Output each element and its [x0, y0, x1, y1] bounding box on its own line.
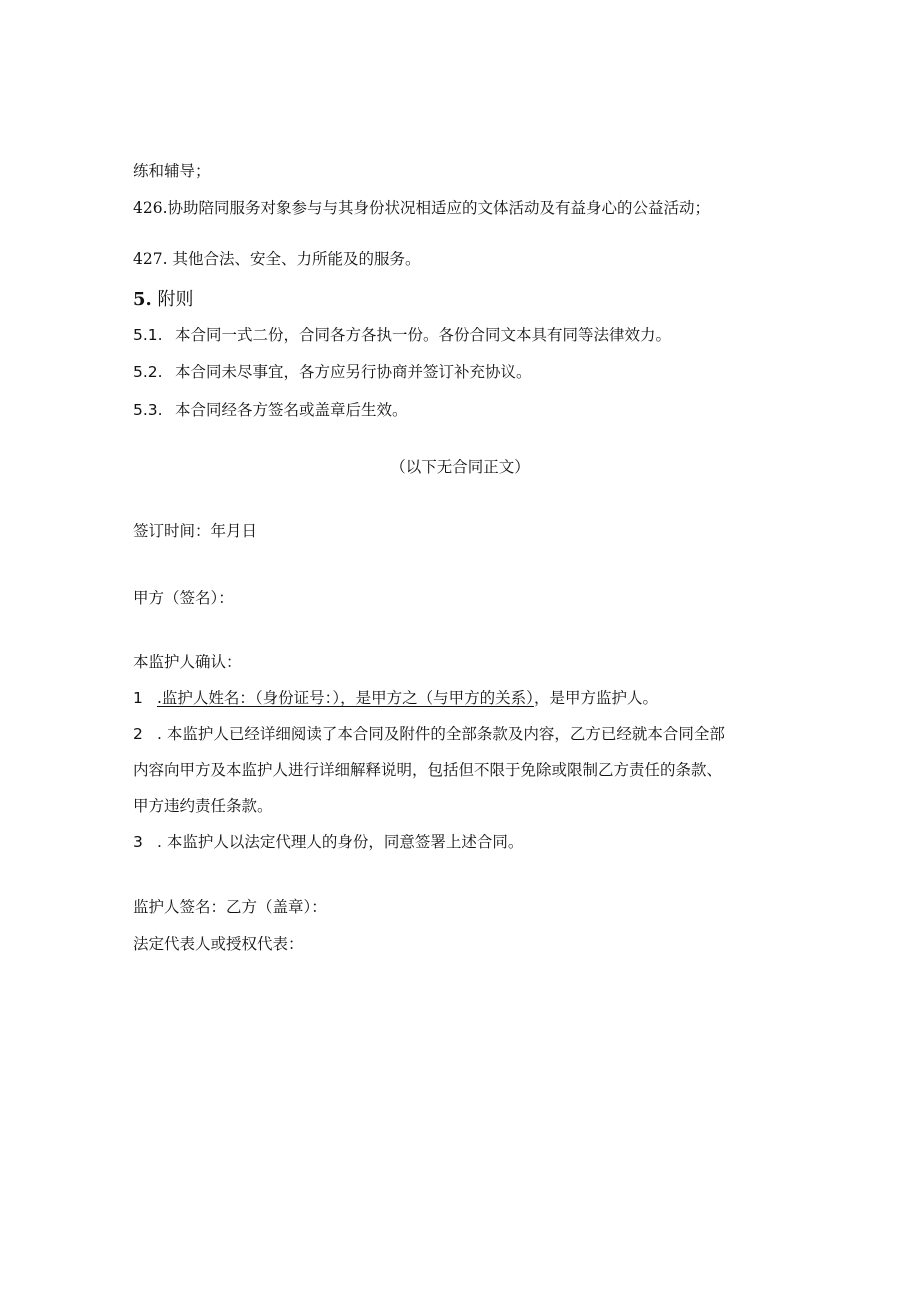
guardian-item-number: 1: [133, 689, 143, 707]
service-item-427: 427. 其他合法、安全、力所能及的服务。: [133, 250, 421, 268]
guardian-item-3-text: . 本监护人以法定代理人的身份，同意签署上述合同。: [157, 833, 524, 851]
guardian-item-1-rest: ，是甲方监护人。: [533, 689, 658, 707]
party-b-representative-label: 法定代表人或授权代表：: [133, 935, 304, 953]
guardian-item-2-line-3: 甲方违约责任条款。: [133, 797, 273, 815]
clause-number: 5.3.: [133, 401, 163, 419]
clause-text: 本合同未尽事宜，各方应另行协商并签订补充协议。: [175, 363, 532, 381]
clause-5-2: [133, 362, 532, 382]
guardian-item-2: [133, 724, 725, 744]
appendix-heading-text: 附则: [151, 289, 194, 310]
guardian-confirmation-title: 本监护人确认：: [133, 653, 242, 671]
signing-date-label: 签订时间：年月日: [133, 522, 258, 540]
party-a-signature-label: 甲方（签名）：: [133, 589, 234, 607]
clause-5-1: [133, 325, 671, 345]
end-of-contract-note: （以下无合同正文）: [390, 458, 530, 476]
clause-text: 本合同一式二份，合同各方各执一份。各份合同文本具有同等法律效力。: [175, 326, 672, 344]
guardian-item-1: [133, 688, 658, 708]
service-item-continuation: 练和辅导；: [133, 162, 211, 180]
guardian-item-number: 2: [133, 725, 143, 743]
guardian-item-2-line-1: . 本监护人已经详细阅读了本合同及附件的全部条款及内容，乙方已经就本合同全部: [157, 725, 725, 743]
guardian-item-2-line-2: 内容向甲方及本监护人进行详细解释说明，包括但不限于免除或限制乙方责任的条款、: [133, 761, 723, 779]
guardian-item-number: 3: [133, 833, 143, 851]
appendix-heading: [133, 290, 194, 310]
guardian-item-3: [133, 832, 523, 852]
clause-5-3: [133, 400, 408, 420]
guardian-name-id-relation: .监护人姓名：（身份证号：），是甲方之（与甲方的关系）: [157, 689, 534, 707]
clause-text: 本合同经各方签名或盖章后生效。: [175, 401, 408, 419]
appendix-heading-number: 5.: [133, 289, 152, 310]
guardian-and-party-b-signature-label: 监护人签名：乙方（盖章）：: [133, 898, 327, 916]
clause-number: 5.2.: [133, 363, 163, 381]
service-item-426: 426.协助陪同服务对象参与与其身份状况相适应的文体活动及有益身心的公益活动；: [133, 199, 711, 217]
clause-number: 5.1.: [133, 326, 163, 344]
